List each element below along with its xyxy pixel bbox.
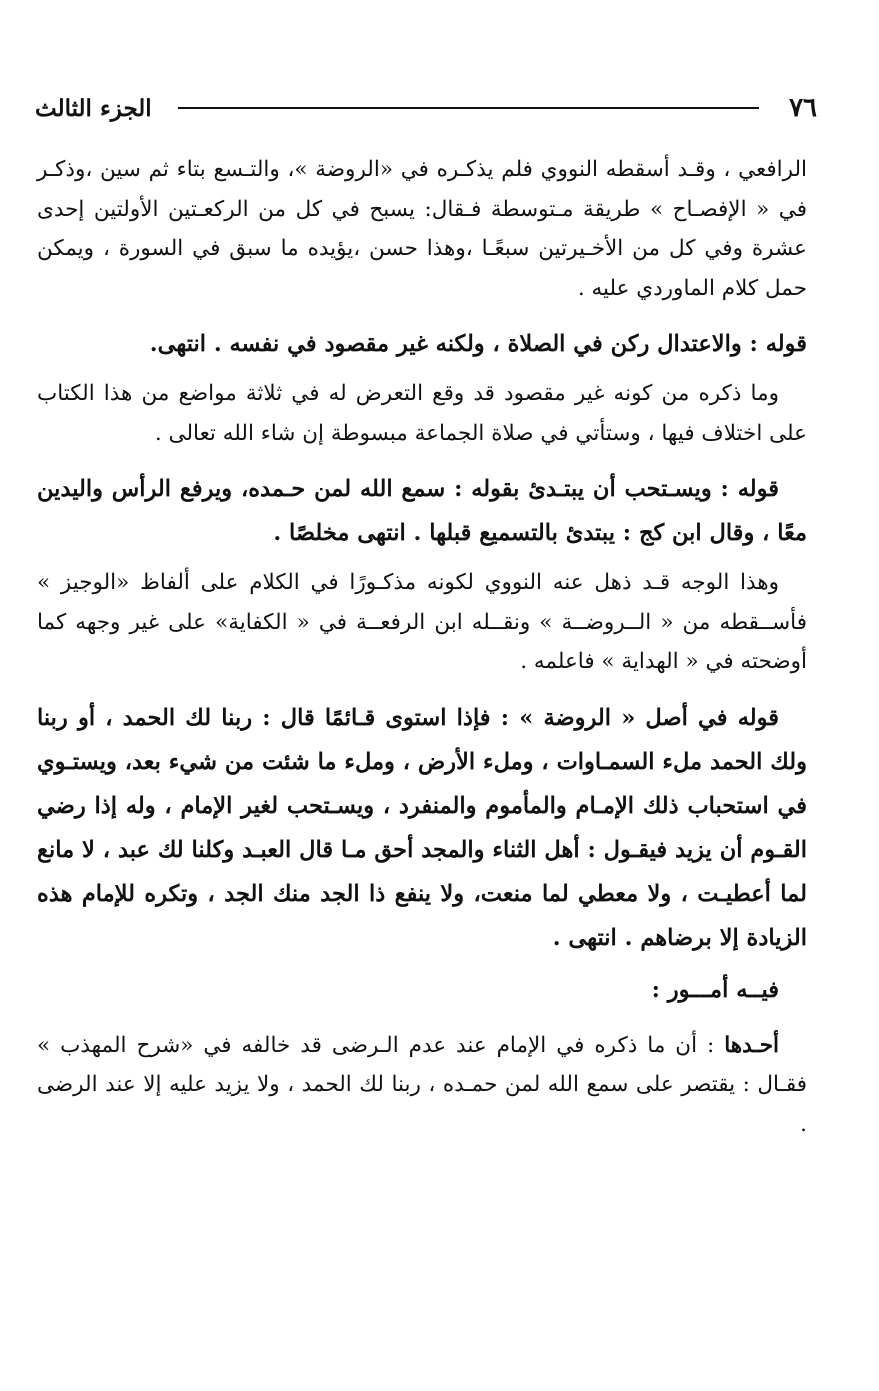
- commentary-paragraph-3: [37, 1026, 807, 1145]
- commentary-paragraph-1: وما ذكره من كونه غير مقصود قد وقع التعرض له في ثلاثة مواضع من هذا الكتاب على اختلاف فيها ، وستأتي في صلاة الجماعة مبسوطة إن شاء الله تعالى .: [37, 381, 807, 446]
- paragraph-continuation: الرافعي ، وقـد أسقطه النووي فلم يذكـره في «الروضة »، والتـسع بتاء ثم سين ،وذكـر في « الإفصـاح » طريقة مـتوسطة فـقال: يسبح في كل من الركعـتين الأولتين إحدى عشرة وفي كل من الأخـيرتين سبعًـا ،وهذا حسن ،يؤيده ما سبق في السورة ، ويمكن حمل كلام الماوردي عليه .: [37, 157, 807, 301]
- section-heading: فيــه أمـــور :: [651, 976, 779, 1003]
- quote-paragraph-3: قوله في أصل « الروضة » : فإذا استوى قـائمًا قال : ربنا لك الحمد ، أو ربنا ولك الحمد ملء السمـاوات ، وملء الأرض ، وملء ما شئت من شيء بعد، ويستـوي في استحباب ذلك الإمـام والمأموم والمنفرد ، ويسـتحب لغير الإمام ، وله إذا رضي القـوم أن يزيد فيقـول : أهل الثناء والمجد أحق مـا قال العبـد وكلنا لك عبد ، لا مانع لما أعطيـت ، ولا معطي لما منعت، ولا ينفع ذا الجد منك الجد ، وتكره للإمام هذه الزيادة إلا برضاهم . انتهى .: [37, 704, 807, 951]
- page-number: ٧٦: [789, 93, 817, 123]
- running-title: الجزء الثالث: [35, 94, 152, 122]
- commentary-paragraph-2: وهذا الوجه قـد ذهل عنه النووي لكونه مذكـورًا في الكلام على ألفاظ «الوجيز » فأســقطه من « الــروضــة » ونقــله ابن الرفعــة في « الكفاية» على غير وجهه كما أوضحته في « الهداية » فاعلمه .: [37, 570, 807, 674]
- page-body: [37, 150, 807, 1144]
- point-lead: أحـدها: [724, 1032, 779, 1058]
- header-rule: [178, 107, 759, 109]
- quote-paragraph-1: قوله : والاعتدال ركن في الصلاة ، ولكنه غير مقصود في نفسه . انتهى.: [149, 331, 807, 357]
- quote-paragraph-2: قوله : ويسـتحب أن يبتـدئ بقوله : سمع الله لمن حـمده، ويرفع الرأس واليدين معًا ، وقال ابن كج : يبتدئ بالتسميع قبلها . انتهى مخلصًا .: [37, 476, 807, 546]
- page-header: [35, 88, 817, 128]
- point-text: : أن ما ذكره في الإمام عند عدم الـرضى قد خالفه في «شرح المهذب » فقـال : يقتصر على سمع الله لمن حمـده ، ربنا لك الحمد ، ولا يزيد عليه إلا عند الرضى .: [37, 1032, 807, 1137]
